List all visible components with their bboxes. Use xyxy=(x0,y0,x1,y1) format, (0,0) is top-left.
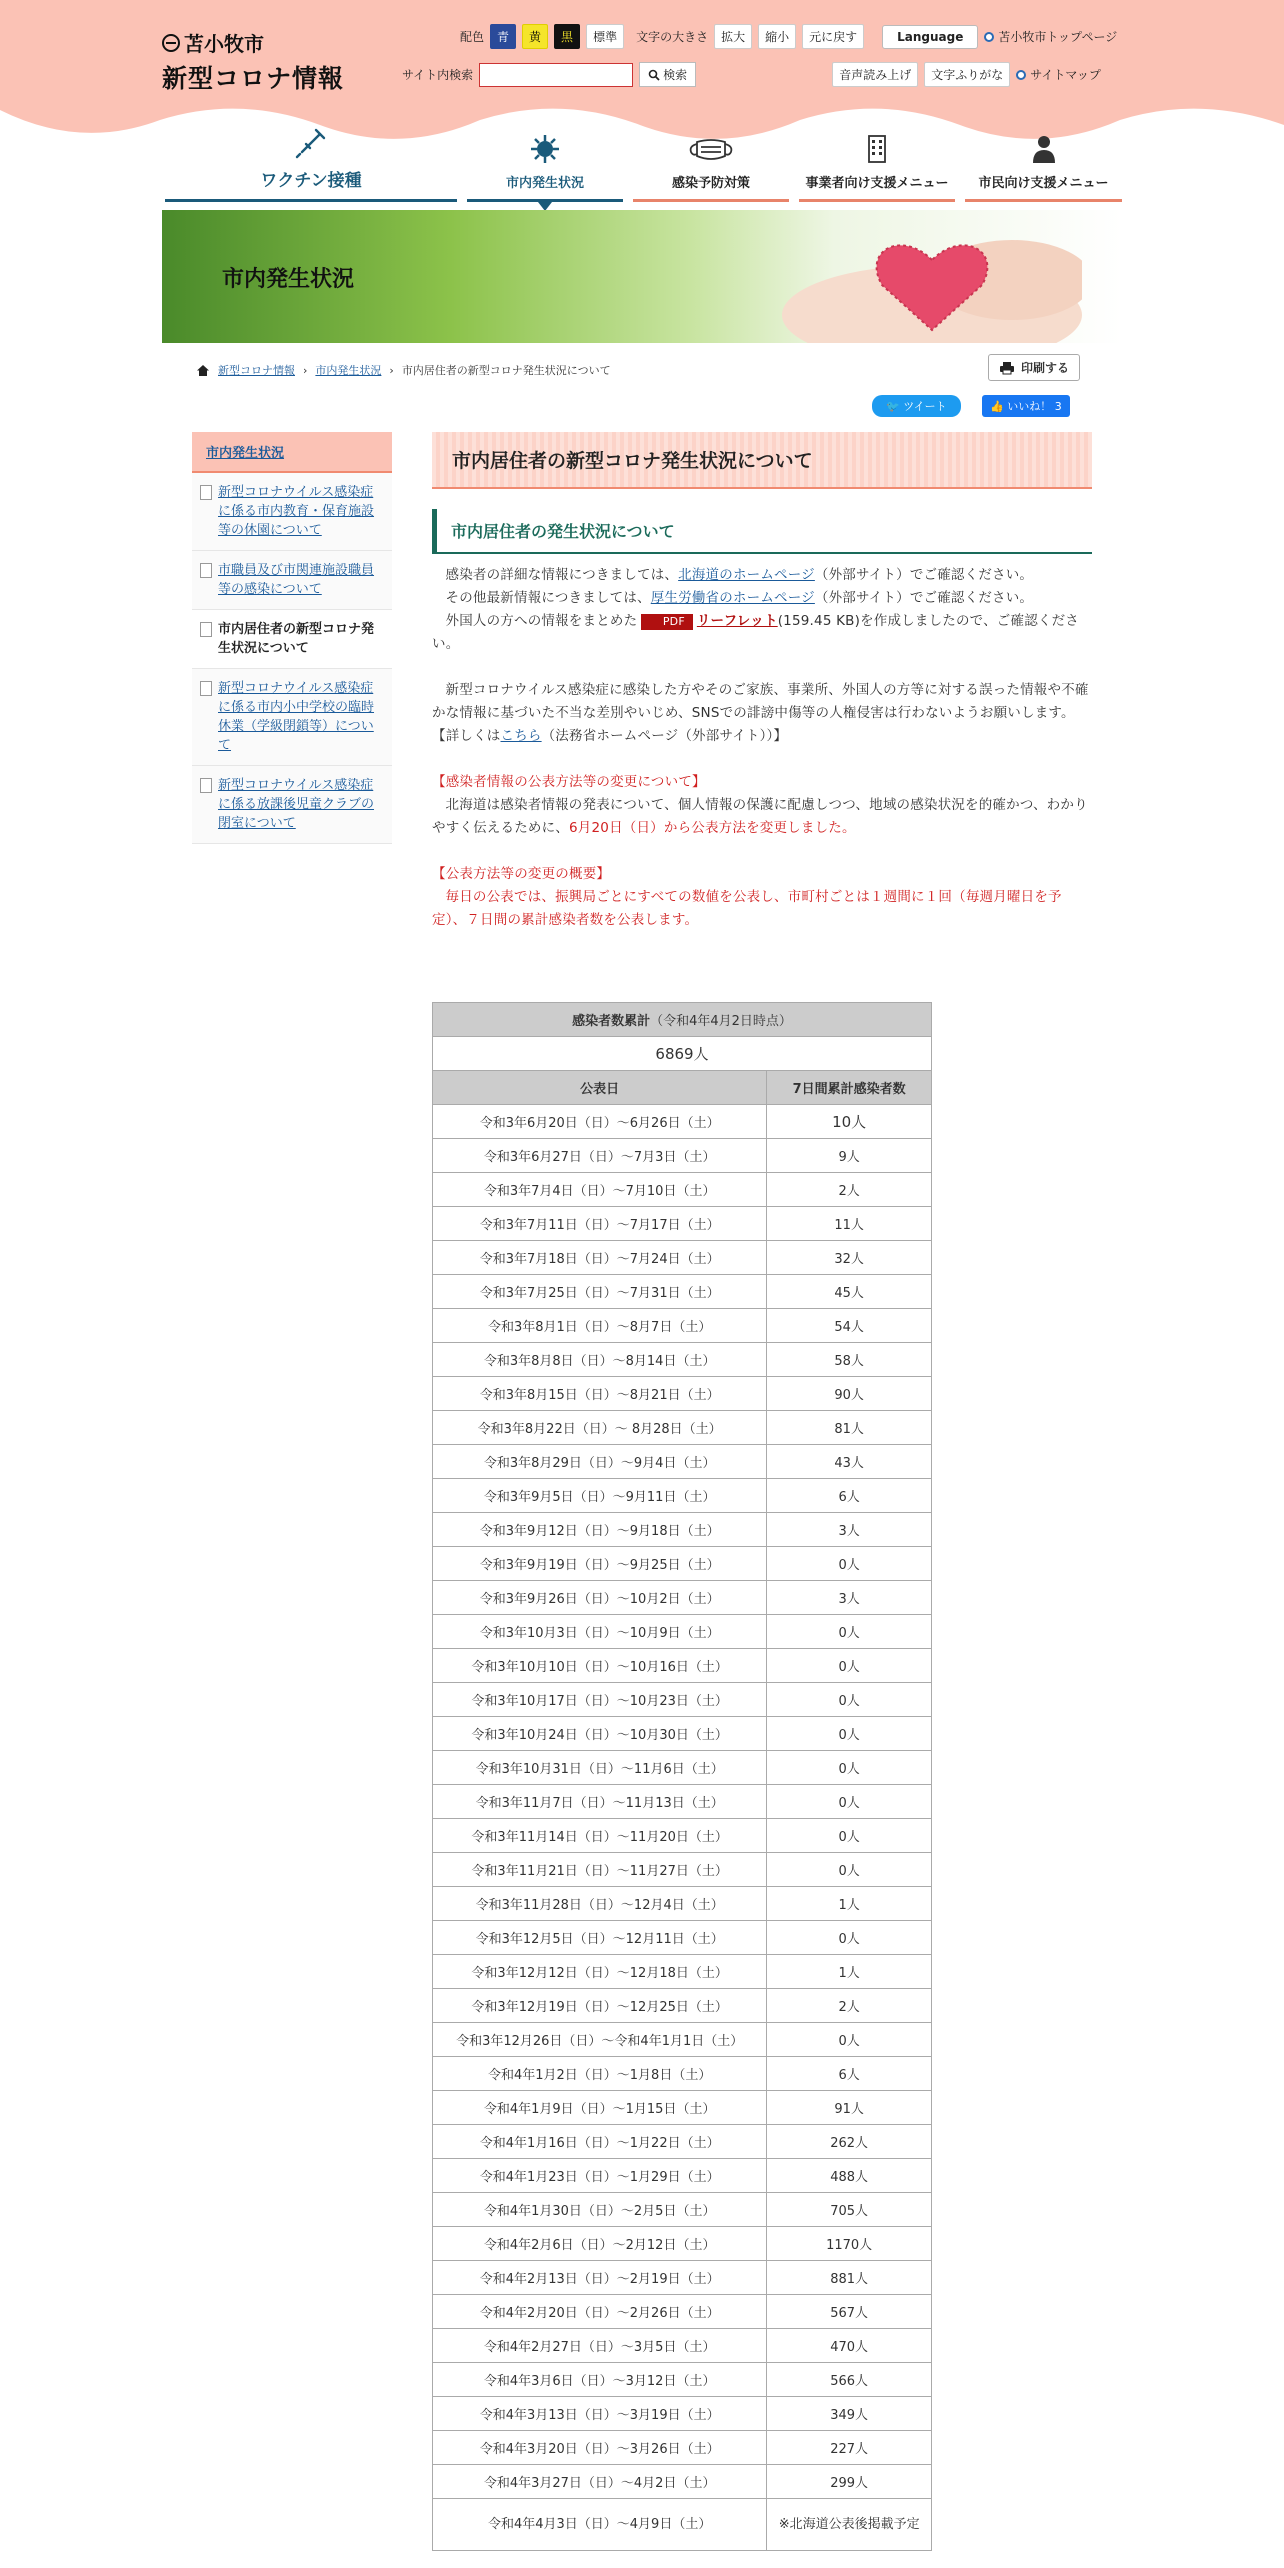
reset-size-button[interactable]: 元に戻す xyxy=(802,24,864,49)
period-cell: 令和3年10月3日（日）～10月9日（土） xyxy=(433,1615,767,1649)
period-cell: 令和3年9月12日（日）～9月18日（土） xyxy=(433,1513,767,1547)
period-cell: 令和3年7月25日（日）～7月31日（土） xyxy=(433,1275,767,1309)
accessibility-toolbar xyxy=(460,24,1117,49)
table-row xyxy=(433,1173,932,1207)
table-row xyxy=(433,2465,932,2499)
breadcrumb-current: 市内居住者の新型コロナ発生状況について xyxy=(401,364,611,377)
period-cell: 令和3年12月12日（日）～12月18日（土） xyxy=(433,1955,767,1989)
period-cell: 令和3年8月15日（日）～8月21日（土） xyxy=(433,1377,767,1411)
p2-text: その他最新情報につきましては、 xyxy=(445,590,651,606)
table-row xyxy=(433,2227,932,2261)
color-yellow-button[interactable]: 黄 xyxy=(522,24,548,49)
count-cell: 3人 xyxy=(767,1581,932,1615)
table-row xyxy=(433,1377,932,1411)
period-cell: 令和3年8月1日（日）～8月7日（土） xyxy=(433,1309,767,1343)
period-cell: 令和4年1月30日（日）～2月5日（土） xyxy=(433,2193,767,2227)
printer-icon xyxy=(999,361,1015,375)
count-cell: 45人 xyxy=(767,1275,932,1309)
table-row xyxy=(433,1207,932,1241)
p3-text-post: (159.45 KB)を作成しましたので、ご確認ください。 xyxy=(432,613,1080,652)
discrimination-notice: 新型コロナウイルス感染症に感染した方やそのご家族、事業所、外国人の方等に対する誤った情報や不確かな情報に基づいた不当な差別やいじめ、SNSでの誹謗中傷等の人権侵害は行わないようお願いします。 xyxy=(432,682,1089,721)
table-row xyxy=(433,1309,932,1343)
p5-text-post: （法務省ホームページ（外部サイト））】 xyxy=(541,728,788,744)
table-row xyxy=(433,1581,932,1615)
document-icon xyxy=(200,485,212,500)
table-row xyxy=(433,1513,932,1547)
sidebar-item-afterschool-club[interactable] xyxy=(192,766,392,844)
count-cell: 0人 xyxy=(767,1921,932,1955)
period-cell: 令和3年7月11日（日）～7月17日（土） xyxy=(433,1207,767,1241)
top-page-link[interactable] xyxy=(984,28,1117,45)
table-row xyxy=(433,1853,932,1887)
sidebar-item-resident-status[interactable] xyxy=(192,610,392,669)
count-cell: 705人 xyxy=(767,2193,932,2227)
font-size-label: 文字の大きさ xyxy=(636,30,709,44)
like-button[interactable] xyxy=(982,395,1070,417)
breadcrumb-home-link[interactable]: 新型コロナ情報 xyxy=(218,364,295,377)
search-input[interactable] xyxy=(479,63,633,87)
table-row xyxy=(433,2091,932,2125)
leaflet-link[interactable]: リーフレット xyxy=(696,613,778,629)
period-cell: 令和4年3月20日（日）～3月26日（土） xyxy=(433,2431,767,2465)
furigana-button[interactable]: 文字ふりがな xyxy=(924,62,1010,87)
logo-title: 新型コロナ情報 xyxy=(162,64,345,93)
period-cell: 令和3年11月21日（日）～11月27日（土） xyxy=(433,1853,767,1887)
count-cell: 3人 xyxy=(767,1513,932,1547)
p3-text: 外国人の方への情報をまとめた xyxy=(445,613,638,629)
table-row xyxy=(433,1445,932,1479)
count-cell: 881人 xyxy=(767,2261,932,2295)
total-header xyxy=(433,1003,932,1037)
nav-vaccine[interactable] xyxy=(165,122,457,202)
search-toolbar xyxy=(402,62,1101,87)
count-cell: 0人 xyxy=(767,1649,932,1683)
color-label: 配色 xyxy=(460,30,485,44)
count-cell: 0人 xyxy=(767,1785,932,1819)
sidebar-item-school-closure[interactable] xyxy=(192,473,392,551)
table-row xyxy=(433,2329,932,2363)
table-row xyxy=(433,1241,932,1275)
period-cell: 令和4年1月2日（日）～1月8日（土） xyxy=(433,2057,767,2091)
tweet-label: ツイート xyxy=(903,400,947,413)
site-logo[interactable] xyxy=(162,28,344,95)
count-cell: 10人 xyxy=(767,1105,932,1139)
table-row xyxy=(433,2295,932,2329)
document-icon xyxy=(200,622,212,637)
period-cell: 令和4年3月27日（日）～4月2日（土） xyxy=(433,2465,767,2499)
col-date-header: 公表日 xyxy=(433,1071,767,1105)
period-cell: 令和3年12月5日（日）～12月11日（土） xyxy=(433,1921,767,1955)
period-cell: 令和4年2月20日（日）～2月26日（土） xyxy=(433,2295,767,2329)
count-cell: 2人 xyxy=(767,1989,932,2023)
circle-bullet-icon xyxy=(984,32,994,42)
breadcrumb xyxy=(196,362,611,378)
color-black-button[interactable]: 黒 xyxy=(554,24,580,49)
period-cell: 令和3年6月20日（日）～6月26日（土） xyxy=(433,1105,767,1139)
search-button-label: 検索 xyxy=(663,68,688,82)
city-emblem-icon xyxy=(162,34,180,52)
mhlw-link[interactable]: 厚生労働省のホームページ xyxy=(650,590,815,606)
period-cell: 令和4年3月6日（日）～3月12日（土） xyxy=(433,2363,767,2397)
like-label: いいね！ 3 xyxy=(1007,400,1062,413)
count-cell: 0人 xyxy=(767,1683,932,1717)
building-icon xyxy=(860,132,894,166)
period-cell: 令和3年8月22日（日）～ 8月28日（土） xyxy=(433,1411,767,1445)
count-cell: 54人 xyxy=(767,1309,932,1343)
count-cell: 227人 xyxy=(767,2431,932,2465)
main-navigation xyxy=(165,122,1122,202)
nav-business[interactable] xyxy=(799,122,955,202)
table-row xyxy=(433,1785,932,1819)
summary-text: 毎日の公表では、振興局ごとにすべての数値を公表し、市町村ごとは１週間に１回（毎週月曜日を予定）、７日間の累計感染者数を公表します。 xyxy=(432,889,1062,928)
nav-status-label: 市内発生状況 xyxy=(505,176,584,191)
p2-text-post: （外部サイト）でご確認ください。 xyxy=(814,590,1034,606)
count-cell: 2人 xyxy=(767,1173,932,1207)
document-icon xyxy=(200,681,212,696)
mask-icon xyxy=(687,132,735,166)
count-cell: 11人 xyxy=(767,1207,932,1241)
logo-city: 苫小牧市 xyxy=(184,32,264,56)
count-cell: 1170人 xyxy=(767,2227,932,2261)
total-date: （令和4年4月2日時点） xyxy=(650,1014,792,1029)
total-value: 6869人 xyxy=(433,1037,932,1071)
home-icon xyxy=(196,364,210,377)
count-cell: 349人 xyxy=(767,2397,932,2431)
shrink-button[interactable]: 縮小 xyxy=(758,24,796,49)
count-cell: 43人 xyxy=(767,1445,932,1479)
period-cell: 令和4年2月27日（日）～3月5日（土） xyxy=(433,2329,767,2363)
breadcrumb-section-link[interactable]: 市内発生状況 xyxy=(315,364,382,377)
period-cell: 令和3年9月19日（日）～9月25日（土） xyxy=(433,1547,767,1581)
search-label: サイト内検索 xyxy=(402,68,474,82)
table-row xyxy=(433,1105,932,1139)
period-cell: 令和3年12月26日（日）～令和4年1月1日（土） xyxy=(433,2023,767,2057)
count-cell: 488人 xyxy=(767,2159,932,2193)
period-cell: 令和3年11月28日（日）～12月4日（土） xyxy=(433,1887,767,1921)
read-aloud-button[interactable]: 音声読み上げ xyxy=(832,62,918,87)
table-row xyxy=(433,2431,932,2465)
count-cell: 262人 xyxy=(767,2125,932,2159)
color-standard-button[interactable]: 標準 xyxy=(586,24,624,49)
thumbs-up-icon: 👍 xyxy=(990,400,1004,413)
total-label: 感染者数累計 xyxy=(572,1014,651,1029)
notice-text: 北海道は感染者情報の発表について、個人情報の保護に配慮しつつ、地域の感染状況を的確かつ、わかりやすく伝えるために、 xyxy=(432,797,1088,836)
table-row xyxy=(433,1955,932,1989)
period-cell: 令和3年9月5日（日）～9月11日（土） xyxy=(433,1479,767,1513)
summary-title: 【公表方法等の変更の概要】 xyxy=(432,866,611,882)
count-cell: 566人 xyxy=(767,2363,932,2397)
intro-text xyxy=(432,564,1092,932)
sitemap-label: サイトマップ xyxy=(1030,68,1101,82)
count-cell: 1人 xyxy=(767,1955,932,1989)
nav-vaccine-label: ワクチン接種 xyxy=(260,171,362,191)
person-icon xyxy=(1027,132,1061,166)
count-cell: 567人 xyxy=(767,2295,932,2329)
notice-red-text: 6月20日（日）から公表方法を変更しました。 xyxy=(569,820,856,836)
sidebar-item-label: 市内居住者の新型コロナ発生状況について xyxy=(218,622,375,656)
table-row xyxy=(433,1275,932,1309)
count-cell: 0人 xyxy=(767,1853,932,1887)
nav-prevention[interactable] xyxy=(633,122,789,202)
color-blue-button[interactable]: 青 xyxy=(490,24,516,49)
banner-title: 市内発生状況 xyxy=(222,267,355,292)
nav-business-label: 事業者向け支援メニュー xyxy=(805,176,949,191)
period-cell: 令和4年2月13日（日）～2月19日（土） xyxy=(433,2261,767,2295)
circle-bullet-icon xyxy=(1016,70,1026,80)
chevron-right-icon: › xyxy=(389,363,394,377)
virus-icon xyxy=(528,132,562,166)
period-cell: 令和3年11月7日（日）～11月13日（土） xyxy=(433,1785,767,1819)
sidebar-item-label[interactable]: 新型コロナウイルス感染症に係る市内教育・保育施設等の休園について xyxy=(218,485,375,538)
nav-prevention-label: 感染予防対策 xyxy=(671,176,750,191)
enlarge-button[interactable]: 拡大 xyxy=(714,24,752,49)
table-row xyxy=(433,1887,932,1921)
count-cell: 6人 xyxy=(767,2057,932,2091)
period-cell: 令和4年4月3日（日）～4月9日（土） xyxy=(433,2499,767,2551)
hokkaido-link[interactable]: 北海道のホームページ xyxy=(678,567,815,583)
table-row xyxy=(433,2023,932,2057)
period-cell: 令和3年10月10日（日）～10月16日（土） xyxy=(433,1649,767,1683)
p1-text-post: （外部サイト）でご確認ください。 xyxy=(814,567,1034,583)
sidebar-item-label[interactable]: 新型コロナウイルス感染症に係る市内小中学校の臨時休業（学級閉鎖等）について xyxy=(218,681,375,753)
count-cell: 470人 xyxy=(767,2329,932,2363)
count-cell: 0人 xyxy=(767,2023,932,2057)
top-page-label: 苫小牧市トップページ xyxy=(998,30,1118,44)
count-cell: 0人 xyxy=(767,1615,932,1649)
period-cell: 令和3年7月18日（日）～7月24日（土） xyxy=(433,1241,767,1275)
sidebar-item-label[interactable]: 新型コロナウイルス感染症に係る放課後児童クラブの閉室について xyxy=(218,778,375,831)
period-cell: 令和3年8月29日（日）～9月4日（土） xyxy=(433,1445,767,1479)
period-cell: 令和3年10月17日（日）～10月23日（土） xyxy=(433,1683,767,1717)
notice-title: 【感染者情報の公表方法等の変更について】 xyxy=(432,774,706,790)
table-row xyxy=(433,1717,932,1751)
period-cell: 令和4年1月16日（日）～1月22日（土） xyxy=(433,2125,767,2159)
count-cell: ※北海道公表後掲載予定 xyxy=(767,2499,932,2551)
table-body xyxy=(433,1105,932,2551)
count-cell: 0人 xyxy=(767,1547,932,1581)
sitemap-link[interactable] xyxy=(1016,66,1101,83)
table-row xyxy=(433,1411,932,1445)
count-cell: 6人 xyxy=(767,1479,932,1513)
sidebar-item-class-closure[interactable] xyxy=(192,669,392,766)
count-cell: 91人 xyxy=(767,2091,932,2125)
section-heading: 市内居住者の発生状況について xyxy=(432,509,1092,554)
print-button[interactable] xyxy=(988,354,1080,381)
col-count-header: 7日間累計感染者数 xyxy=(767,1071,932,1105)
table-row xyxy=(433,1751,932,1785)
count-cell: 9人 xyxy=(767,1139,932,1173)
bird-icon: 🐦 xyxy=(886,400,900,413)
p5-text: 【詳しくは xyxy=(432,728,501,744)
table-row xyxy=(433,1649,932,1683)
nav-status[interactable] xyxy=(467,122,623,202)
table-row xyxy=(433,2159,932,2193)
period-cell: 令和3年9月26日（日）～10月2日（土） xyxy=(433,1581,767,1615)
period-cell: 令和4年1月23日（日）～1月29日（土） xyxy=(433,2159,767,2193)
hands-heart-image xyxy=(782,220,1082,343)
table-row xyxy=(433,1683,932,1717)
period-cell: 令和3年12月19日（日）～12月25日（土） xyxy=(433,1989,767,2023)
table-row xyxy=(433,1547,932,1581)
count-cell: 32人 xyxy=(767,1241,932,1275)
page-title: 市内居住者の新型コロナ発生状況について xyxy=(432,432,1092,489)
table-row xyxy=(433,2193,932,2227)
sidebar xyxy=(192,432,392,844)
count-cell: 1人 xyxy=(767,1887,932,1921)
sidebar-item-label[interactable]: 市職員及び市関連施設職員等の感染について xyxy=(218,563,375,597)
nav-citizen-label: 市民向け支援メニュー xyxy=(978,176,1109,191)
period-cell: 令和3年7月4日（日）～7月10日（土） xyxy=(433,1173,767,1207)
table-row xyxy=(433,2397,932,2431)
main-content xyxy=(432,432,1092,932)
table-row xyxy=(433,1479,932,1513)
table-row xyxy=(433,2499,932,2551)
section-banner xyxy=(162,210,1122,343)
table-row xyxy=(433,1139,932,1173)
table-row xyxy=(433,1921,932,1955)
document-icon xyxy=(200,563,212,578)
period-cell: 令和3年6月27日（日）～7月3日（土） xyxy=(433,1139,767,1173)
table-row xyxy=(433,1615,932,1649)
period-cell: 令和4年1月9日（日）～1月15日（土） xyxy=(433,2091,767,2125)
table-row xyxy=(433,1819,932,1853)
print-label: 印刷する xyxy=(1021,361,1070,375)
count-cell: 58人 xyxy=(767,1343,932,1377)
table-row xyxy=(433,2363,932,2397)
sidebar-item-staff-infection[interactable] xyxy=(192,551,392,610)
count-cell: 299人 xyxy=(767,2465,932,2499)
infection-table xyxy=(432,1002,932,2551)
chevron-right-icon: › xyxy=(303,363,308,377)
count-cell: 0人 xyxy=(767,1819,932,1853)
language-button[interactable]: Language xyxy=(882,25,978,49)
syringe-icon xyxy=(294,126,328,160)
count-cell: 90人 xyxy=(767,1377,932,1411)
table-row xyxy=(433,1343,932,1377)
table-row xyxy=(433,1989,932,2023)
tweet-button[interactable] xyxy=(872,395,961,417)
period-cell: 令和3年10月31日（日）～11月6日（土） xyxy=(433,1751,767,1785)
table-row xyxy=(433,2125,932,2159)
nav-citizen[interactable] xyxy=(965,122,1122,202)
count-cell: 0人 xyxy=(767,1717,932,1751)
count-cell: 81人 xyxy=(767,1411,932,1445)
period-cell: 令和3年11月14日（日）～11月20日（土） xyxy=(433,1819,767,1853)
p1-text: 感染者の詳細な情報につきましては、 xyxy=(445,567,679,583)
period-cell: 令和4年3月13日（日）～3月19日（土） xyxy=(433,2397,767,2431)
moj-link[interactable]: こちら xyxy=(500,728,542,744)
document-icon xyxy=(200,778,212,793)
search-button[interactable] xyxy=(639,62,696,87)
sidebar-title[interactable]: 市内発生状況 xyxy=(192,432,392,473)
search-icon xyxy=(648,69,660,81)
period-cell: 令和3年8月8日（日）～8月14日（土） xyxy=(433,1343,767,1377)
period-cell: 令和3年10月24日（日）～10月30日（土） xyxy=(433,1717,767,1751)
count-cell: 0人 xyxy=(767,1751,932,1785)
pdf-badge: PDF xyxy=(641,614,693,630)
table-row xyxy=(433,2261,932,2295)
table-row xyxy=(433,2057,932,2091)
period-cell: 令和4年2月6日（日）～2月12日（土） xyxy=(433,2227,767,2261)
